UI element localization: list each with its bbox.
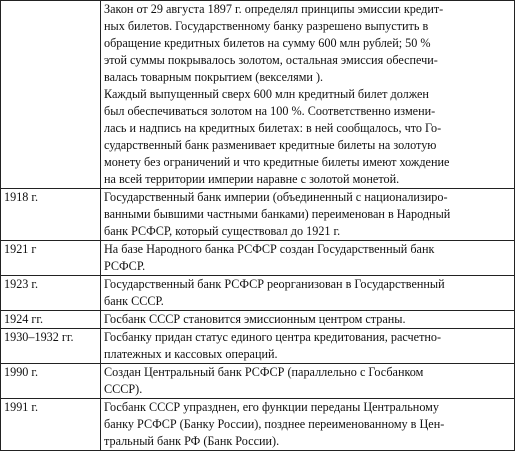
year-cell: 1990 г. xyxy=(1,364,101,399)
event-text-line: монету без ограничений и что кредитные билеты имеют хождение xyxy=(104,155,450,169)
event-cell xyxy=(101,311,515,329)
table-row xyxy=(1,1,515,189)
event-cell xyxy=(101,399,515,451)
event-text-line: сударственный банк разменивает кредитные билеты на золотую xyxy=(104,138,437,152)
table-row xyxy=(1,329,515,364)
year-cell: 1991 г. xyxy=(1,399,101,451)
event-text-line: ных билетов. Государственному банку разрешено выпустить в xyxy=(104,19,429,33)
event-text-line: Госбанк СССР становится эмиссионным центром страны. xyxy=(104,312,406,326)
history-table-body xyxy=(1,1,515,451)
event-cell xyxy=(101,189,515,241)
event-text-line: платежных и кассовых операций. xyxy=(104,347,278,361)
year-cell: 1924 гг. xyxy=(1,311,101,329)
event-cell xyxy=(101,364,515,399)
event-text-line: Госбанк СССР упразднен, его функции переданы Центральному xyxy=(104,400,439,414)
table-row xyxy=(1,276,515,311)
event-text-line: банк РСФСР, который существовал до 1921 г. xyxy=(104,224,341,238)
table-row xyxy=(1,311,515,329)
event-text-line: Закон от 29 августа 1897 г. определял принципы эмиссии кредит- xyxy=(104,2,444,16)
year-cell: 1921 г xyxy=(1,241,101,276)
event-text-line: банку РСФСР (Банку России), позднее переименованному в Цен- xyxy=(104,417,445,431)
event-text-line: обращение кредитных билетов на сумму 600 млн рублей; 50 % xyxy=(104,36,431,50)
event-text-line: На базе Народного банка РСФСР создан Государственный банк xyxy=(104,242,435,256)
event-text-line: был обеспечиваться золотом на 100 %. Соответственно измени- xyxy=(104,104,436,118)
table-row xyxy=(1,399,515,451)
event-text-line: банк СССР. xyxy=(104,294,164,308)
event-cell xyxy=(101,329,515,364)
table-row xyxy=(1,189,515,241)
table-row xyxy=(1,364,515,399)
event-cell xyxy=(101,276,515,311)
event-text-line: Государственный банк РСФСР реорганизован в Государственный xyxy=(104,277,445,291)
event-text-line: Создан Центральный банк РСФСР (параллельно с Госбанком xyxy=(104,365,424,379)
event-text-line: валась товарным покрытием (векселями ). xyxy=(104,70,324,84)
event-text-line: лась и надпись на кредитных билетах: в ней сообщалось, что Го- xyxy=(104,121,442,135)
event-text-line: Госбанку придан статус единого центра кредитования, расчетно- xyxy=(104,330,442,344)
year-cell: 1918 г. xyxy=(1,189,101,241)
event-text-line: СССР). xyxy=(104,382,143,396)
event-text-line: тральный банк РФ (Банк России). xyxy=(104,434,280,448)
event-cell xyxy=(101,1,515,189)
event-text-line: Государственный банк империи (объединенный с национализиро- xyxy=(104,190,448,204)
year-cell: 1923 г. xyxy=(1,276,101,311)
event-text-line: Каждый выпущенный сверх 600 млн кредитный билет должен xyxy=(104,87,429,101)
event-text-line: на всей территории империи наравне с золотой монетой. xyxy=(104,172,400,186)
event-text-line: ванными бывшими частными банками) переименован в Народный xyxy=(104,207,451,221)
table-row xyxy=(1,241,515,276)
event-cell xyxy=(101,241,515,276)
year-cell: 1930–1932 гг. xyxy=(1,329,101,364)
event-text-line: этой суммы покрывалось золотом, остальная эмиссия обеспечи- xyxy=(104,53,438,67)
year-cell xyxy=(1,1,101,189)
event-text-line: РСФСР. xyxy=(104,259,146,273)
